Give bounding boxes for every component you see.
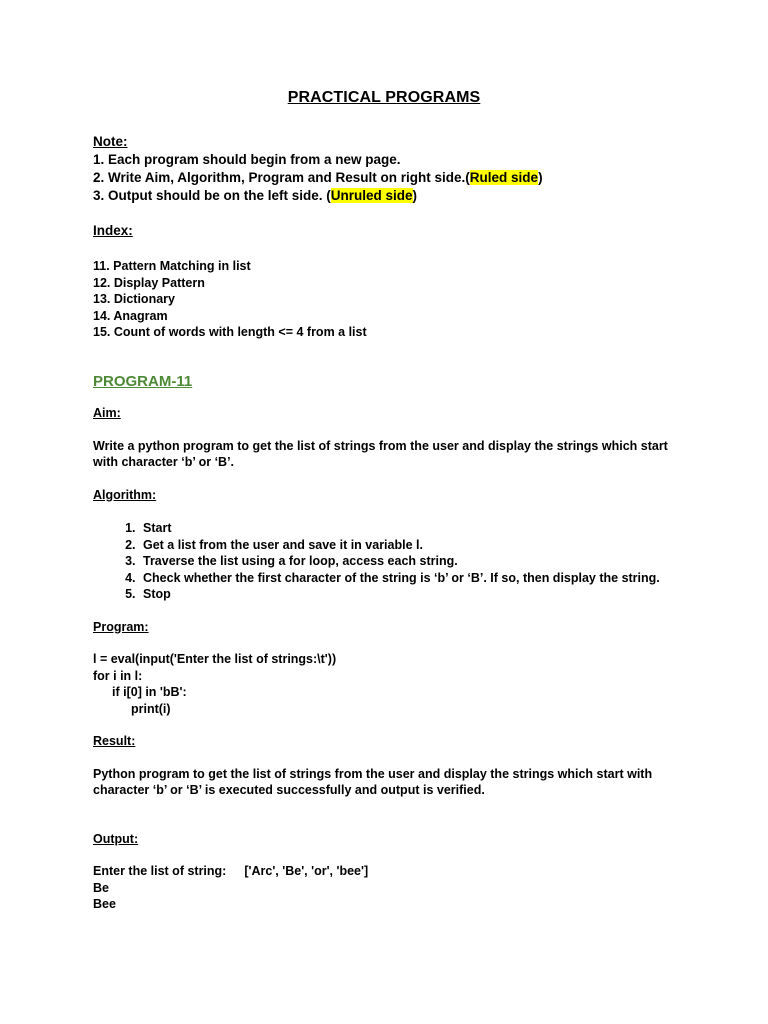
algorithm-step: 1. Start bbox=[139, 520, 683, 537]
index-item: 14. Anagram bbox=[93, 308, 168, 323]
algorithm-step: 2. Get a list from the user and save it in variable l. bbox=[139, 537, 683, 554]
aim-text: Write a python program to get the list of strings from the user and display the strings which start with character ‘b’ or ‘B’. bbox=[93, 438, 668, 469]
algorithm-step: 4. Check whether the first character of the string is ‘b’ or ‘B’. If so, then display the string. bbox=[139, 570, 683, 587]
output-prompt: Enter the list of string: bbox=[93, 864, 227, 878]
note-line-3-text: 3. Output should be on the left side. ( bbox=[93, 188, 331, 203]
page-title: PRACTICAL PROGRAMS bbox=[287, 89, 481, 106]
output-heading: Output: bbox=[93, 831, 139, 846]
note-heading: Note: bbox=[93, 134, 128, 149]
index-item: 13. Dictionary bbox=[93, 292, 175, 306]
output-line: Be bbox=[93, 880, 109, 895]
note-line-2-text: 2. Write Aim, Algorithm, Program and Result on right side.( bbox=[93, 170, 470, 185]
code-line: print(i) bbox=[131, 701, 171, 716]
unruled-side-highlight: Unruled side bbox=[330, 188, 413, 203]
note-line-1: 1. Each program should begin from a new page. bbox=[93, 152, 401, 167]
algorithm-heading: Algorithm: bbox=[93, 487, 157, 502]
output-block bbox=[93, 863, 683, 913]
program-heading: PROGRAM-11 bbox=[93, 372, 193, 390]
output-line: Bee bbox=[93, 897, 116, 911]
code-line: if i[0] in 'bB': bbox=[112, 685, 187, 699]
note-line-3-end: ) bbox=[412, 188, 418, 203]
algorithm-step: 3. Traverse the list using a for loop, access each string. bbox=[139, 553, 683, 570]
note-line-2-end: ) bbox=[538, 170, 543, 185]
algorithm-list bbox=[93, 520, 683, 603]
output-input-value: ['Arc', 'Be', 'or', 'bee'] bbox=[244, 864, 369, 878]
result-heading: Result: bbox=[93, 734, 136, 748]
index-heading: Index: bbox=[93, 223, 133, 238]
index-list bbox=[93, 258, 683, 341]
document-body bbox=[93, 133, 683, 913]
index-item: 15. Count of words with length <= 4 from a list bbox=[93, 325, 367, 339]
code-line: for i in l: bbox=[93, 668, 143, 683]
index-item: 12. Display Pattern bbox=[93, 275, 205, 290]
output-prompt-line bbox=[93, 863, 683, 880]
note-line-2 bbox=[93, 169, 683, 187]
program-code-heading: Program: bbox=[93, 619, 149, 634]
aim-heading: Aim: bbox=[93, 406, 121, 420]
ruled-side-highlight: Ruled side bbox=[469, 170, 539, 185]
index-item: 11. Pattern Matching in list bbox=[93, 259, 251, 273]
code-line: l = eval(input('Enter the list of strings:\t')) bbox=[93, 652, 337, 666]
code-block bbox=[93, 651, 683, 717]
algorithm-step: 5. Stop bbox=[139, 586, 683, 603]
note-line-3 bbox=[93, 187, 683, 205]
result-text: Python program to get the list of strings from the user and display the strings which start with character ‘b’ or ‘B’ is executed successfully and output is verified. bbox=[93, 766, 653, 797]
